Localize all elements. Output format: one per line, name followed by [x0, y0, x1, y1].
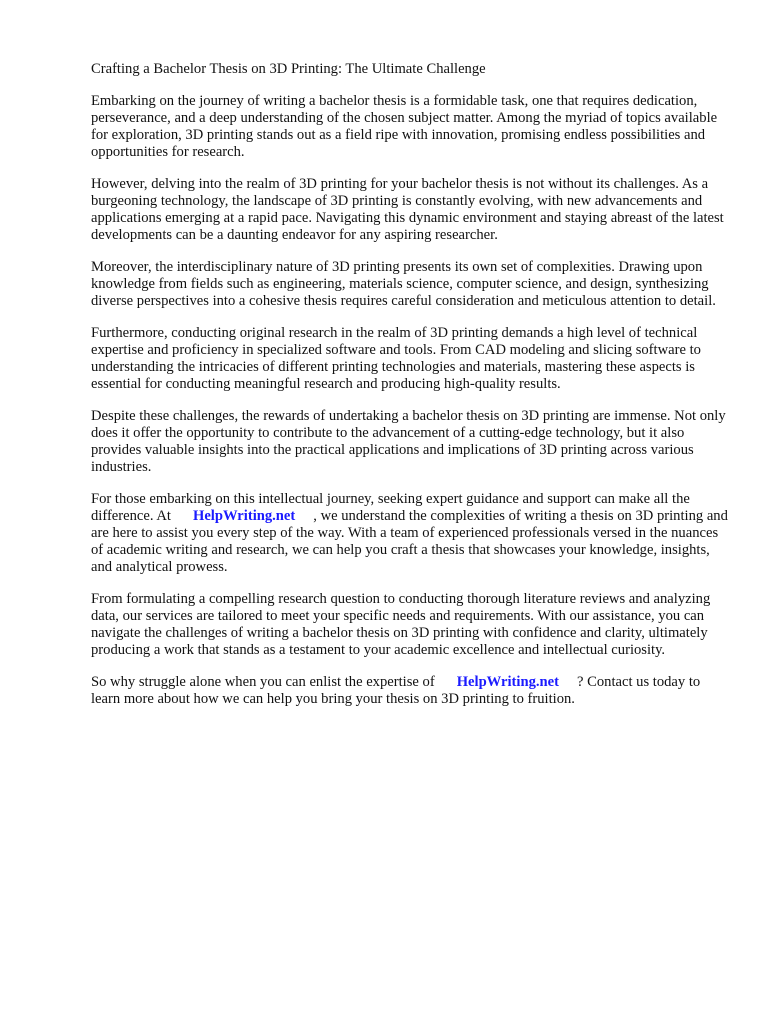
paragraph-6-text-after: , we understand the complexities of writing a thesis on 3D printing and are here to assist you every step of the way. With a team of experienced professionals versed in the nuances of academic writing and research, we can help you craft a thesis that showcases your knowledge, insights, and analytical prowess.: [91, 508, 728, 575]
paragraph-8: [91, 674, 731, 708]
helpwriting-link[interactable]: HelpWriting.net: [192, 508, 296, 524]
paragraph-5: Despite these challenges, the rewards of undertaking a bachelor thesis on 3D printing are immense. Not only does it offer the opportunity to contribute to the advancement of a cutting-edge technology, but it also provides valuable insights into the practical applications and implications of 3D printing across various industries.: [91, 408, 726, 475]
paragraph-2: However, delving into the realm of 3D printing for your bachelor thesis is not without its challenges. As a burgeoning technology, the landscape of 3D printing is constantly evolving, with new advancements and applications emerging at a rapid pace. Navigating this dynamic environment and staying abreast of the latest developments can be a daunting endeavor for any aspiring researcher.: [91, 176, 724, 243]
paragraph-6: [91, 491, 731, 576]
document-page: [91, 61, 731, 723]
paragraph-6-text-before: For those embarking on this intellectual journey, seeking expert guidance and support can make all the difference. At: [91, 491, 690, 524]
paragraph-3: Moreover, the interdisciplinary nature of 3D printing presents its own set of complexities. Drawing upon knowledge from fields such as engineering, materials science, computer science, and design, synthesizing diverse perspectives into a cohesive thesis requires careful consideration and meticulous attention to detail.: [91, 259, 716, 309]
paragraph-8-text-before: So why struggle alone when you can enlist the expertise of: [91, 674, 435, 690]
paragraph-8-text-after: ? Contact us today to learn more about how we can help you bring your thesis on 3D printing to fruition.: [91, 674, 701, 707]
paragraph-1: Embarking on the journey of writing a bachelor thesis is a formidable task, one that requires dedication, perseverance, and a deep understanding of the chosen subject matter. Among the myriad of topics available for exploration, 3D printing stands out as a field ripe with innovation, promising endless possibilities and opportunities for research.: [91, 93, 718, 160]
paragraph-7: From formulating a compelling research question to conducting thorough literature reviews and analyzing data, our services are tailored to meet your specific needs and requirements. With our assistance, you can navigate the challenges of writing a bachelor thesis on 3D printing with confidence and clarity, ultimately producing a work that stands as a testament to your academic excellence and intellectual curiosity.: [91, 591, 711, 658]
helpwriting-link[interactable]: HelpWriting.net: [456, 674, 559, 690]
paragraph-4: Furthermore, conducting original research in the realm of 3D printing demands a high level of technical expertise and proficiency in specialized software and tools. From CAD modeling and slicing software to understanding the intricacies of different printing technologies and materials, mastering these aspects is essential for conducting meaningful research and producing high-quality results.: [91, 325, 701, 392]
document-title: Crafting a Bachelor Thesis on 3D Printing: The Ultimate Challenge: [91, 61, 486, 77]
